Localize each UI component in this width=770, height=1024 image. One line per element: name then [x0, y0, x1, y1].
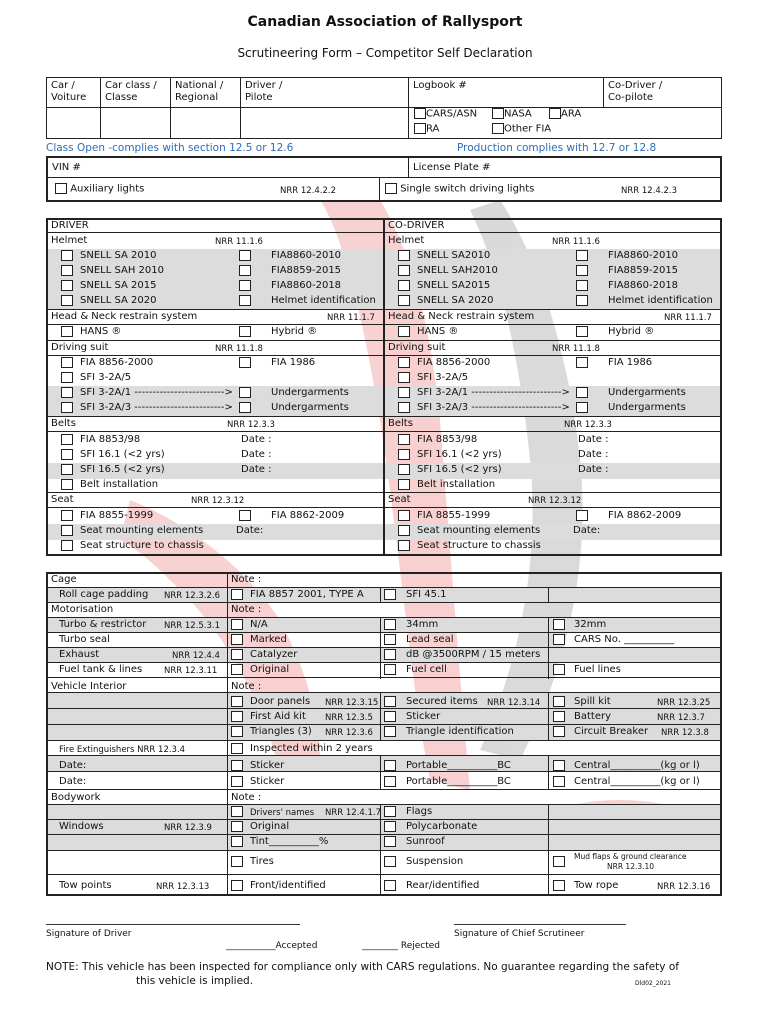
org-title: Canadian Association of Rallysport [247, 14, 523, 30]
plate-label: License Plate # [413, 162, 491, 173]
driver-seat-nrr: NRR 12.3.12 [191, 496, 245, 506]
rejected-label: ________ Rejected [362, 941, 441, 951]
driver-helmet-l-checkbox-0[interactable] [61, 250, 73, 261]
codriver-seat-date: Date: [573, 525, 601, 536]
codriver-under1-label: Undergarments [608, 387, 686, 398]
national-label: National / [175, 80, 224, 91]
rope-nrr: NRR 12.3.16 [657, 882, 711, 892]
driver-helmet-r-checkbox-2[interactable] [239, 280, 251, 291]
accepted-label: ___________Accepted [226, 941, 318, 951]
sticker-label-0: Sticker [250, 760, 285, 771]
driver-seat-1: Seat mounting elements [80, 525, 204, 536]
other-fia-label: Other FIA [504, 123, 552, 135]
codriver-hnr-nrr: NRR 11.1.7 [664, 313, 712, 323]
int-c-checkbox-2[interactable] [553, 726, 565, 737]
codriver-helmet-l-checkbox-0[interactable] [398, 250, 410, 261]
driver-belts-checkbox-2[interactable] [61, 464, 73, 475]
flags-checkbox[interactable] [384, 806, 396, 817]
driver-hans-label: HANS ® [80, 326, 122, 337]
codriver-helmet-l-checkbox-3[interactable] [398, 295, 410, 306]
roll-a-label: FIA 8857 2001, TYPE A [250, 589, 364, 600]
motor-note: Note : [231, 604, 262, 615]
nasa-checkbox[interactable] [492, 108, 504, 119]
motor-a-checkbox-3[interactable] [231, 664, 243, 675]
tires-label: Tires [250, 856, 274, 867]
portable-checkbox-1[interactable] [384, 776, 396, 787]
codriver-helmet-l-2: SNELL SA2015 [417, 280, 491, 291]
tow-label: Tow points [59, 880, 112, 891]
driver-helmet-r-0: FIA8860-2010 [271, 250, 342, 261]
motor-row-nrr-0: NRR 12.5.3.1 [164, 621, 221, 631]
codriver-helmet-r-3: Helmet identification [608, 295, 713, 306]
front-checkbox[interactable] [231, 880, 243, 891]
codriver-belts-nrr: NRR 12.3.3 [564, 420, 612, 430]
class-label: Car class / [105, 80, 157, 91]
codriver-belts-1: SFI 16.1 (<2 yrs) [417, 449, 502, 460]
driver-seat-date: Date: [236, 525, 264, 536]
codriver-helmet-l-0: SNELL SA2010 [417, 250, 491, 261]
driver-helmet-r-3: Helmet identification [271, 295, 376, 306]
codriver-suit-l-1: SFI 3-2A/5 [417, 372, 469, 383]
windows-nrr: NRR 12.3.9 [164, 823, 212, 833]
codriver-helmet-l-1: SNELL SAH2010 [417, 265, 498, 276]
drivers-names-checkbox[interactable] [231, 806, 243, 817]
int-c-nrr-0: NRR 12.3.25 [657, 698, 711, 708]
roll-b-label: SFI 45.1 [406, 589, 447, 600]
driver-belts-date-0: Date : [241, 434, 272, 445]
mud-label: Mud flaps & ground clearance [574, 852, 687, 861]
driver-belts-checkbox-0[interactable] [61, 434, 73, 445]
driver-helmet-r-checkbox-1[interactable] [239, 265, 251, 276]
driver-under2-checkbox[interactable] [239, 402, 251, 413]
driver-fia1986-checkbox[interactable] [239, 357, 251, 368]
int-c-checkbox-1[interactable] [553, 711, 565, 722]
driver-hans-checkbox[interactable] [61, 326, 73, 337]
national-label-fr: Regional [175, 92, 219, 103]
codriver-suit-l-checkbox-0[interactable] [398, 357, 410, 368]
motor-b-checkbox-0[interactable] [384, 619, 396, 630]
codriver-suit-l-3: SFI 3-2A/3 -------------------------> [417, 402, 570, 413]
codriver-suit-l-checkbox-1[interactable] [398, 372, 410, 383]
int-b-checkbox-2[interactable] [384, 726, 396, 737]
driver-helmet-r-1: FIA8859-2015 [271, 265, 342, 276]
motor-row-label-3: Fuel tank & lines [59, 664, 143, 675]
driver-belts-checkbox-3[interactable] [61, 479, 73, 490]
form-subtitle: Scrutineering Form – Competitor Self Declaration [237, 46, 533, 60]
ara-checkbox[interactable] [549, 108, 561, 119]
polycarb-label: Polycarbonate [406, 821, 478, 832]
codriver-belts-3: Belt installation [417, 479, 496, 490]
tint-label: Tint__________% [250, 836, 329, 847]
int-c-2: Circuit Breaker [574, 726, 649, 737]
driver-belts-2: SFI 16.5 (<2 yrs) [80, 464, 165, 475]
codriver-helmet-r-0: FIA8860-2010 [608, 250, 679, 261]
driver-hnr-nrr: NRR 11.1.7 [327, 313, 375, 323]
driver-helmet-l-checkbox-1[interactable] [61, 265, 73, 276]
windows-label: Windows [59, 821, 104, 832]
roll-b-checkbox[interactable] [384, 589, 396, 600]
codriver-suit-l-0: FIA 8856-2000 [417, 357, 491, 368]
int-b-nrr-0: NRR 12.3.14 [487, 698, 541, 708]
int-a-checkbox-2[interactable] [231, 726, 243, 737]
driver-suit-l-2: SFI 3-2A/1 -------------------------> [80, 387, 233, 398]
int-a-0: Door panels [250, 696, 311, 707]
single-nrr: NRR 12.4.2.3 [621, 186, 678, 196]
motor-c-checkbox-3[interactable] [553, 664, 565, 675]
drivers-names-label: Drivers' names [250, 808, 315, 818]
central-label-0: Central__________(kg or l) [574, 760, 700, 771]
codriver-hnr-label: Head & Neck restrain system [388, 311, 535, 322]
driver-suit-l-0: FIA 8856-2000 [80, 357, 154, 368]
driver-fia8862-label: FIA 8862-2009 [271, 510, 345, 521]
driver-fia1986-label: FIA 1986 [271, 357, 316, 368]
sig-driver: Signature of Driver [46, 929, 132, 939]
motor-c-1: CARS No. __________ [574, 634, 675, 645]
motor-a-checkbox-0[interactable] [231, 619, 243, 630]
drivers-names-nrr: NRR 12.4.1.7 [325, 808, 382, 818]
codriver-hans-label: HANS ® [417, 326, 459, 337]
codriver-belts-checkbox-0[interactable] [398, 434, 410, 445]
driver-belts-nrr: NRR 12.3.3 [227, 420, 275, 430]
front-label: Front/identified [250, 880, 326, 891]
tires-checkbox[interactable] [231, 856, 243, 867]
codriver-seat-2: Seat structure to chassis [417, 540, 541, 551]
driver-heading: DRIVER [51, 220, 89, 231]
codriver-helmet-r-checkbox-3[interactable] [576, 295, 588, 306]
codriver-belts-0: FIA 8853/98 [417, 434, 478, 445]
int-a-nrr-1: NRR 12.3.5 [325, 713, 373, 723]
int-a-checkbox-0[interactable] [231, 696, 243, 707]
single-switch-checkbox[interactable] [385, 183, 397, 194]
driver-belts-1: SFI 16.1 (<2 yrs) [80, 449, 165, 460]
susp-checkbox[interactable] [384, 856, 396, 867]
codriver-belts-checkbox-1[interactable] [398, 449, 410, 460]
nasa-label: NASA [504, 108, 532, 120]
int-a-2: Triangles (3) [250, 726, 312, 737]
tow-nrr: NRR 12.3.13 [156, 882, 210, 892]
central-checkbox-1[interactable] [553, 776, 565, 787]
motor-c-checkbox-1[interactable] [553, 634, 565, 645]
motor-label: Motorisation [51, 604, 114, 615]
rear-checkbox[interactable] [384, 880, 396, 891]
ra-checkbox[interactable] [414, 123, 426, 134]
bodywork-label: Bodywork [51, 792, 101, 803]
motor-b-3: Fuel cell [406, 664, 447, 675]
codriver-under2-checkbox[interactable] [576, 402, 588, 413]
driver-helmet-l-3: SNELL SA 2020 [80, 295, 157, 306]
driver-suit-l-checkbox-3[interactable] [61, 402, 73, 413]
form-code: Dld02_2021 [635, 980, 671, 987]
rope-label: Tow rope [574, 880, 619, 891]
codriver-seat-1: Seat mounting elements [417, 525, 541, 536]
codriver-seat-checkbox-0[interactable] [398, 510, 410, 521]
motor-row-label-0: Turbo & restrictor [59, 619, 147, 630]
ra-label: RA [426, 123, 440, 135]
central-label-1: Central__________(kg or l) [574, 776, 700, 787]
flags-label: Flags [406, 806, 433, 817]
motor-a-0: N/A [250, 619, 268, 630]
motor-b-checkbox-2[interactable] [384, 649, 396, 660]
codriver-belts-checkbox-2[interactable] [398, 464, 410, 475]
motor-a-3: Original [250, 664, 290, 675]
note-text: NOTE: This vehicle has been inspected for compliance only with CARS regulations. No guarantee regarding the safety of [46, 961, 679, 973]
codriver-helmet-r-2: FIA8860-2018 [608, 280, 679, 291]
driver-seat-label: Seat [51, 494, 74, 505]
inspected-label: Inspected within 2 years [250, 743, 373, 754]
codriver-belts-date-1: Date : [578, 449, 609, 460]
motor-a-checkbox-2[interactable] [231, 649, 243, 660]
aux-lights-label: Auxiliary lights [70, 183, 145, 195]
cage-note: Note : [231, 574, 262, 585]
motor-a-checkbox-1[interactable] [231, 634, 243, 645]
driver-suit-label: Driving suit [51, 342, 109, 353]
codriver-fia8862-checkbox[interactable] [576, 510, 588, 521]
driver-hybrid-checkbox[interactable] [239, 326, 251, 337]
inspected-checkbox[interactable] [231, 743, 243, 754]
class-open-note: Class Open -complies with section 12.5 or 12.6 [46, 142, 294, 154]
rear-label: Rear/identified [406, 880, 480, 891]
codriver-fia8862-label: FIA 8862-2009 [608, 510, 682, 521]
motor-b-checkbox-1[interactable] [384, 634, 396, 645]
motor-row-label-1: Turbo seal [59, 634, 110, 645]
car-label-fr: Voiture [51, 92, 87, 103]
motor-row-nrr-3: NRR 12.3.11 [164, 666, 218, 676]
driver-belts-label: Belts [51, 418, 76, 429]
motor-b-1: Lead seal [406, 634, 454, 645]
motor-b-checkbox-3[interactable] [384, 664, 396, 675]
codriver-helmet-label: Helmet [388, 235, 425, 246]
original-checkbox[interactable] [231, 821, 243, 832]
int-c-1: Battery [574, 711, 612, 722]
bodywork-note: Note : [231, 792, 262, 803]
roll-cage-label: Roll cage padding [59, 589, 149, 600]
original-label: Original [250, 821, 290, 832]
codriver-seat-0: FIA 8855-1999 [417, 510, 491, 521]
driver-seat-0: FIA 8855-1999 [80, 510, 154, 521]
int-c-checkbox-0[interactable] [553, 696, 565, 707]
ara-label: ARA [561, 108, 582, 120]
codriver-fia1986-checkbox[interactable] [576, 357, 588, 368]
driver-hybrid-label: Hybrid ® [271, 326, 318, 337]
driver-helmet-l-checkbox-2[interactable] [61, 280, 73, 291]
codriver-suit-l-2: SFI 3-2A/1 -------------------------> [417, 387, 570, 398]
codriver-helmet-r-1: FIA8859-2015 [608, 265, 679, 276]
portable-checkbox-0[interactable] [384, 760, 396, 771]
codriver-label: Co-Driver / [608, 80, 663, 91]
codriver-hybrid-checkbox[interactable] [576, 326, 588, 337]
sig-chief: Signature of Chief Scrutineer [454, 929, 585, 939]
cars-asn-label: CARS/ASN [426, 108, 478, 120]
codriver-fia1986-label: FIA 1986 [608, 357, 653, 368]
codriver-suit-nrr: NRR 11.1.8 [552, 344, 600, 354]
class-label-fr: Classe [105, 92, 138, 103]
codriver-belts-2: SFI 16.5 (<2 yrs) [417, 464, 502, 475]
codriver-helmet-l-3: SNELL SA 2020 [417, 295, 494, 306]
codriver-helmet-r-checkbox-1[interactable] [576, 265, 588, 276]
codriver-suit-label: Driving suit [388, 342, 446, 353]
int-b-1: Sticker [406, 711, 441, 722]
driver-under1-label: Undergarments [271, 387, 349, 398]
production-note: Production complies with 12.7 or 12.8 [457, 142, 657, 154]
driver-helmet-r-checkbox-3[interactable] [239, 295, 251, 306]
fire-label: Fire Extinguishers NRR 12.3.4 [59, 745, 186, 755]
driver-belts-checkbox-1[interactable] [61, 449, 73, 460]
driver-helmet-label: Helmet [51, 235, 88, 246]
int-b-checkbox-0[interactable] [384, 696, 396, 707]
mud-nrr: NRR 12.3.10 [607, 862, 655, 871]
codriver-seat-nrr: NRR 12.3.12 [528, 496, 582, 506]
portable-label-1: Portable__________BC [406, 776, 511, 787]
driver-helmet-r-checkbox-0[interactable] [239, 250, 251, 261]
sticker-checkbox-1[interactable] [231, 776, 243, 787]
logbook-label: Logbook # [413, 80, 467, 91]
note-text-2: this vehicle is implied. [136, 975, 254, 987]
driver-fia8862-checkbox[interactable] [239, 510, 251, 521]
driver-suit-nrr: NRR 11.1.8 [215, 344, 263, 354]
codriver-belts-date-2: Date : [578, 464, 609, 475]
motor-row-nrr-2: NRR 12.4.4 [172, 651, 220, 661]
driver-suit-l-checkbox-0[interactable] [61, 357, 73, 368]
codriver-label-fr: Co-pilote [608, 92, 653, 103]
rope-checkbox[interactable] [553, 880, 565, 891]
codriver-suit-l-checkbox-3[interactable] [398, 402, 410, 413]
driver-helmet-l-0: SNELL SA 2010 [80, 250, 157, 261]
codriver-belts-checkbox-3[interactable] [398, 479, 410, 490]
int-a-nrr-2: NRR 12.3.6 [325, 728, 373, 738]
driver-belts-date-2: Date : [241, 464, 272, 475]
driver-helmet-l-1: SNELL SAH 2010 [80, 265, 164, 276]
sticker-label-1: Sticker [250, 776, 285, 787]
vin-label: VIN # [52, 162, 81, 173]
roll-a-checkbox[interactable] [231, 589, 243, 600]
codriver-hybrid-label: Hybrid ® [608, 326, 655, 337]
car-label: Car / [51, 80, 75, 91]
interior-note: Note : [231, 681, 262, 692]
int-c-nrr-2: NRR 12.3.8 [661, 728, 709, 738]
motor-a-1: Marked [250, 634, 287, 645]
driver-seat-checkbox-2[interactable] [61, 540, 73, 551]
driver-suit-l-checkbox-1[interactable] [61, 372, 73, 383]
motor-c-checkbox-0[interactable] [553, 619, 565, 630]
driver-hnr-label: Head & Neck restrain system [51, 311, 198, 322]
codriver-heading: CO-DRIVER [388, 220, 445, 231]
aux-nrr: NRR 12.4.2.2 [280, 186, 337, 196]
int-b-checkbox-1[interactable] [384, 711, 396, 722]
motor-b-0: 34mm [406, 619, 439, 630]
driver-helmet-r-2: FIA8860-2018 [271, 280, 342, 291]
driver-helmet-l-checkbox-3[interactable] [61, 295, 73, 306]
fire-date-1: Date: [59, 776, 87, 787]
cars-asn-checkbox[interactable] [414, 108, 426, 119]
codriver-belts-label: Belts [388, 418, 413, 429]
int-b-0: Secured items [406, 696, 478, 707]
mud-checkbox[interactable] [553, 856, 565, 867]
driver-label: Driver / [245, 80, 283, 91]
codriver-helmet-nrr: NRR 11.1.6 [552, 237, 600, 247]
driver-belts-0: FIA 8853/98 [80, 434, 141, 445]
other-fia-checkbox[interactable] [492, 123, 504, 134]
codriver-under1-checkbox[interactable] [576, 387, 588, 398]
codriver-under2-label: Undergarments [608, 402, 686, 413]
int-a-1: First Aid kit [250, 711, 306, 722]
driver-belts-3: Belt installation [80, 479, 159, 490]
motor-c-0: 32mm [574, 619, 607, 630]
motor-b-2: dB @3500RPM / 15 meters [406, 649, 541, 660]
driver-seat-checkbox-0[interactable] [61, 510, 73, 521]
motor-row-label-2: Exhaust [59, 649, 100, 660]
driver-under1-checkbox[interactable] [239, 387, 251, 398]
sunroof-checkbox[interactable] [384, 836, 396, 847]
int-a-checkbox-1[interactable] [231, 711, 243, 722]
motor-a-2: Catalyzer [250, 649, 298, 660]
codriver-seat-checkbox-1[interactable] [398, 525, 410, 536]
codriver-helmet-l-checkbox-2[interactable] [398, 280, 410, 291]
portable-label-0: Portable__________BC [406, 760, 511, 771]
driver-seat-2: Seat structure to chassis [80, 540, 204, 551]
int-c-0: Spill kit [574, 696, 611, 707]
driver-suit-l-3: SFI 3-2A/3 -------------------------> [80, 402, 233, 413]
roll-cage-nrr: NRR 12.3.2.6 [164, 591, 221, 601]
driver-label-fr: Pilote [245, 92, 273, 103]
sticker-checkbox-0[interactable] [231, 760, 243, 771]
int-c-nrr-1: NRR 12.3.7 [657, 713, 705, 723]
central-checkbox-0[interactable] [553, 760, 565, 771]
int-a-nrr-0: NRR 12.3.15 [325, 698, 379, 708]
int-b-2: Triangle identification [406, 726, 514, 737]
driver-belts-date-1: Date : [241, 449, 272, 460]
driver-suit-l-1: SFI 3-2A/5 [80, 372, 132, 383]
codriver-hans-checkbox[interactable] [398, 326, 410, 337]
fire-date-0: Date: [59, 760, 87, 771]
codriver-helmet-r-checkbox-0[interactable] [576, 250, 588, 261]
cage-label: Cage [51, 574, 77, 585]
codriver-suit-l-checkbox-2[interactable] [398, 387, 410, 398]
motor-c-3: Fuel lines [574, 664, 621, 675]
driver-seat-checkbox-1[interactable] [61, 525, 73, 536]
polycarb-checkbox[interactable] [384, 821, 396, 832]
codriver-helmet-r-checkbox-2[interactable] [576, 280, 588, 291]
tint-checkbox[interactable] [231, 836, 243, 847]
codriver-helmet-l-checkbox-1[interactable] [398, 265, 410, 276]
codriver-seat-label: Seat [388, 494, 411, 505]
driver-helmet-l-2: SNELL SA 2015 [80, 280, 157, 291]
single-switch-label: Single switch driving lights [400, 183, 535, 195]
codriver-belts-date-0: Date : [578, 434, 609, 445]
driver-suit-l-checkbox-2[interactable] [61, 387, 73, 398]
codriver-seat-checkbox-2[interactable] [398, 540, 410, 551]
suspension-label: Suspension [406, 856, 464, 867]
driver-under2-label: Undergarments [271, 402, 349, 413]
aux-lights-checkbox[interactable] [55, 183, 67, 194]
driver-helmet-nrr: NRR 11.1.6 [215, 237, 263, 247]
sunroof-label: Sunroof [406, 836, 445, 847]
interior-label: Vehicle Interior [51, 681, 127, 692]
